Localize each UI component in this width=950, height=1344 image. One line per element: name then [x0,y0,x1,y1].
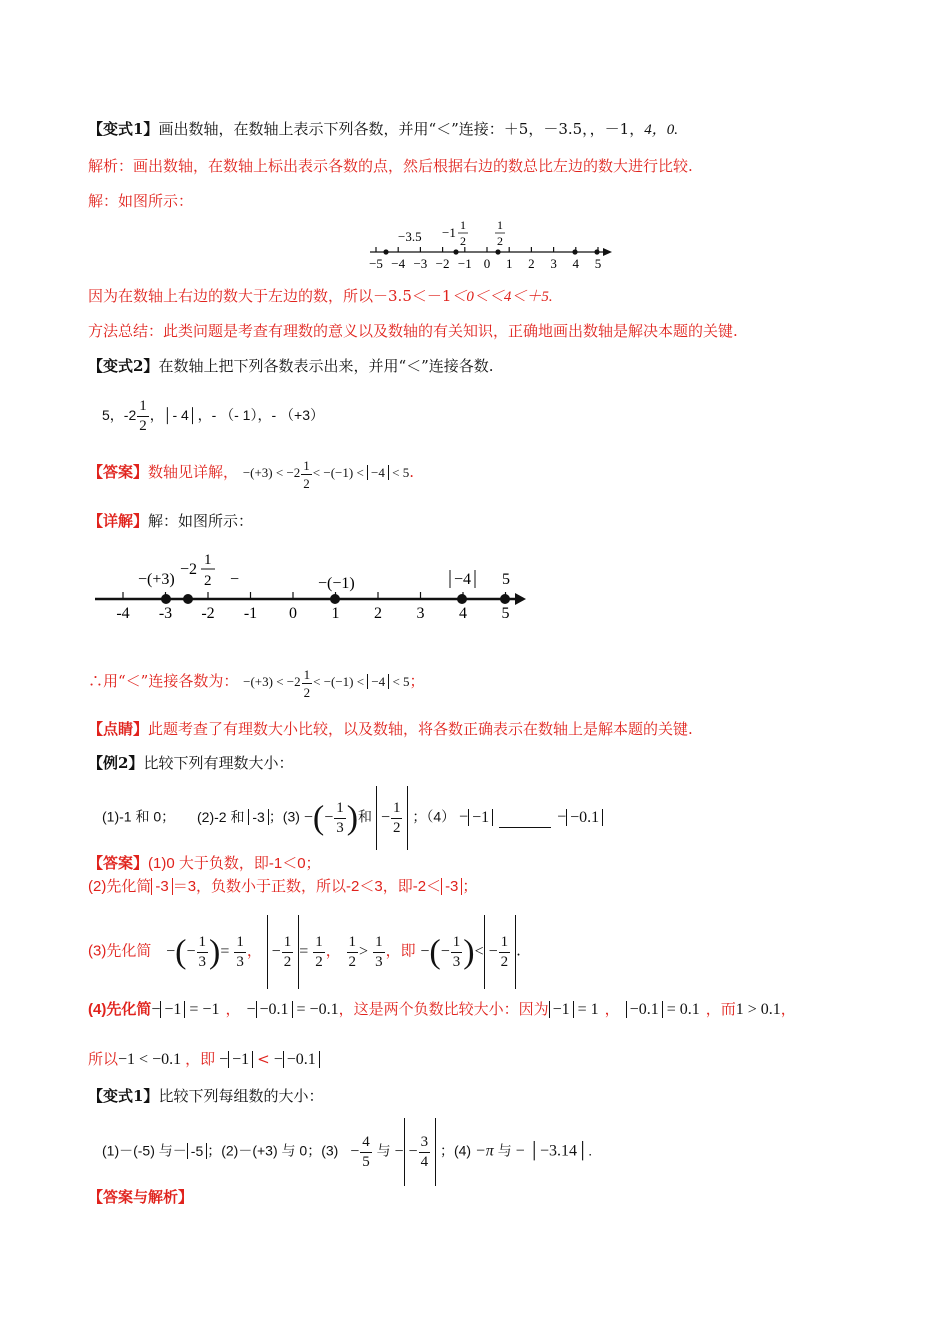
v2-tick-label: 5 [501,605,510,622]
v2-cm-3: < −(−1) < [313,674,365,689]
v2-tick-label: 3 [416,605,425,622]
ex2-q3-frac-b [391,801,403,836]
ex2-a3-e2-m: − [271,943,281,960]
v1-point-neg1p5 [453,249,458,254]
ex2-a3-e1-de2: 3 [236,953,244,970]
v3-q3b-frac [419,1135,431,1170]
ex2-a4-e2 [246,1001,338,1018]
ex2-a2-mid: ＝3，负数小于正数，所以-2＜3，即-2＜ [172,878,442,895]
v2-label-abs4: −4 [454,571,472,588]
ex2-a4-e1-eq: = −1 [189,1001,220,1018]
ex2-a4-e1-m: − [151,1001,161,1018]
v3-q4-expr: − │−3.14│ [515,1142,589,1160]
v2-answer-line [88,455,414,490]
v3-q4-and: 与 [497,1142,512,1159]
ex2-a3-e3-frac [347,935,359,970]
v2-cm-0: −(+3) < −2 [243,674,301,689]
ex2-q4-blank [499,827,551,828]
v2-num-frac [137,399,149,434]
ex2-a5-line [88,1044,320,1075]
v2-tick-label: -3 [158,605,173,622]
ex2-a5-e3-abs: −0.1 [283,1051,320,1068]
v3-q3b-nu: 3 [419,1135,431,1153]
ex2-q3-label: ；(3) [268,808,300,825]
v2-label-neg2-num: 1 [204,552,212,568]
ex2-a4-e3-abs: −1 [549,1001,574,1018]
ex2-a3-e2-abs [267,915,300,989]
v3-q1-abs: -5 [187,1143,207,1159]
v3-tag: 【变式1】 [88,1087,159,1105]
v1-tick-label: 2 [528,256,535,271]
v2-label-neg2: −2 [180,561,198,578]
ex2-a3-e4-frac2 [499,935,511,970]
v2-point-neg3 [161,594,171,604]
v2-tick-label: -1 [243,605,258,622]
ex2-a3-e4-nu: 1 [451,935,463,953]
ex2-a4-pre: (4)先化简 [88,1001,152,1018]
v2-am-nu: 1 [303,457,310,473]
v3-prompt-line [88,1085,323,1107]
v2-label-neg-plus3: −(+3) [138,571,175,588]
ex2-a4-e2-m: − [246,1001,256,1018]
v2-cm-abs: −4 [367,674,389,689]
ex2-a3-e1-frac [197,935,209,970]
ex2-tag: 【例2】 [88,754,144,772]
ex2-a4-line [88,994,796,1025]
v3-q3b-abs [404,1118,437,1186]
ex2-a3-end: . [516,941,521,960]
ex2-a3-e4-m3: − [488,943,498,960]
v3-q3-expr-b [394,1133,437,1170]
ex2-q4-b-minus: − [557,808,567,826]
v1-label-neg1-num: 1 [460,218,466,232]
ex2-a3-e3-de: 2 [348,953,357,970]
ex2-q3-expr-a: −(− $\frac{1}{3}$ ) [303,799,359,837]
ex2-a5-e2-m: − [219,1051,229,1068]
v2-am-3: < −(−1) < [312,465,364,480]
ex2-q3-fb-nu: 1 [391,801,403,819]
v2-label-neg-neg1: −(−1) [318,575,355,592]
ex2-a3-e4-m: − [420,942,430,960]
v2-num-d: - （+3） [271,407,324,423]
ex2-a4-e1 [151,1001,219,1018]
ex2-a3-c3: ，即 [385,941,416,960]
v2-am-frac [301,459,312,490]
ex2-q3-b-minus: − [380,809,390,826]
ex2-a2-pre: (2)先化简 [88,878,152,895]
v2-hint-tag: 【点睛】 [88,720,149,738]
v1-number-line [360,215,620,275]
v1-tick-label: −4 [391,256,406,271]
v3-prompt: 比较下列每组数的大小： [158,1087,324,1105]
ex2-a3-e1-de: 3 [198,953,207,970]
v2-point-1 [330,594,340,604]
v3-q4-neg-pi: −π [474,1142,494,1160]
ex2-a3-e3-nu2: 1 [373,935,385,953]
v2-label-neg2-den: 2 [204,573,212,589]
ex2-a4-e4 [626,1001,700,1018]
ex2-a3-e2-frac [282,935,294,970]
v1-label-neg3p5: −3.5 [398,229,422,244]
v1-solve: 解：如图所示： [88,192,194,210]
v1-because: 因为在数轴上右边的数大于左边的数，所以－3.5＜－1 [88,287,452,305]
v3-q4-label: ；(4) [439,1142,472,1159]
v2-prompt-line [88,355,494,377]
ex2-a2-abs: -3 [151,878,172,895]
v1-point-neg3p5 [383,249,388,254]
ex2-a5-lt: < [257,1050,270,1068]
ex2-q4-a-minus: − [459,808,469,826]
v1-tick-label: −5 [369,256,383,271]
v1-label-half-num: 1 [497,218,503,232]
ex2-a3-e4-m2: − [440,942,450,960]
ex2-a3-e3 [346,933,386,970]
ex2-a5-mid: ，即 [185,1050,216,1068]
ex2-q4-expr-b [557,809,603,826]
ex2-a3-e3-de2: 3 [375,953,383,970]
v1-label-neg1-den: 2 [460,234,466,248]
ex2-a3-e2-de: 2 [283,953,292,970]
ex2-q1: (1)-1 和 0； [102,808,176,825]
ex2-q4-label: ；（4） [412,808,456,825]
ex2-a4-because: ，这是两个负数比较大小：因为 [338,1000,549,1018]
ex2-a5-e3 [274,1051,320,1068]
ex2-a4-e4-eq: = 0.1 [666,1001,700,1018]
v2-detail-line [88,510,253,532]
ex2-a4-end: ， [780,1000,796,1018]
ex2-q3-frac-a [334,801,346,836]
v2-cm-end: ； [409,672,425,690]
v2-detail-text: 解：如图所示： [148,512,254,530]
ex2-a3-e4-nu2: 1 [499,935,511,953]
ex2-a4-e4-abs: −0.1 [626,1001,663,1018]
v3-q2: ；(2)－(+3) 与 0；(3) [207,1142,339,1159]
v2-tag: 【变式2】 [88,357,159,375]
ex2-a4-and: ，而 [705,1000,736,1018]
ex2-a4-e2-abs: −0.1 [256,1001,293,1018]
v2-detail-tag: 【详解】 [88,512,149,530]
ex2-a4-e1-abs: −1 [160,1001,185,1018]
v1-point-0p5 [495,249,500,254]
ex2-a3-e3-nu: 1 [347,935,359,953]
ex2-a1: (1)0 大于负数，即-1＜0； [148,855,321,872]
v3-q3-frac [360,1135,372,1170]
ex2-q3-fa-nu: 1 [334,801,346,819]
v2-tick-label: -2 [201,605,215,622]
v2-answer-text: 数轴见详解， [148,463,239,481]
v1-label-neg1: −1 [442,225,456,240]
ex2-a4-e3-eq: = 1 [577,1001,599,1018]
ex2-a4-e2-eq: = −0.1 [296,1001,339,1018]
ex2-a5-e3-m: − [273,1051,283,1068]
v2-am-end: . [409,463,414,481]
v1-summary: 方法总结：此类问题是考查有理数的意义以及数轴的有关知识，正确地画出数轴是解决本题的关键. [88,322,738,340]
ex2-q2: (2)-2 和 [197,808,245,825]
v2-hint-line [88,718,693,740]
v3-q3b-de: 4 [420,1153,429,1170]
v2-cm-de: 2 [303,684,311,700]
v2-point-4 [457,594,467,604]
v2-point-5 [500,594,510,604]
v2-conclude-math [243,666,410,700]
ex2-q4-b-abs: −0.1 [566,809,603,826]
ex2-a3-e3-frac2 [373,935,385,970]
v2-tick-label: -4 [116,605,130,622]
v2-am-de: 2 [303,475,310,491]
ex2-a3-e2-nu: 1 [282,935,294,953]
ex2-a3-e1-nu2: 1 [234,935,246,953]
v2-label-5: 5 [502,571,510,588]
ex2-a3-e2 [267,933,326,970]
v2-num-frac-nu: 1 [137,399,149,417]
ex2-a2-end: ； [462,878,478,895]
v2-cm-5: < 5 [392,674,410,689]
v3-q3-expr-a [350,1133,373,1170]
v2-hint-text: 此题考查了有理数大小比较，以及数轴，将各数正确表示在数轴上是解本题的关键. [148,720,693,738]
v3-q3-de: 5 [362,1153,370,1170]
v2-num-frac-de: 2 [139,417,147,434]
ex2-a4-e5: 1 > 0.1 [735,1001,781,1018]
v3-q4-end: . [588,1142,593,1159]
ex2-a3-e3-gt: > [359,942,373,960]
v3-q3b-minus-in: − [408,1143,418,1160]
ex2-prompt: 比较下列有理数大小： [143,754,294,772]
ex2-a3-e4-de2: 2 [500,953,509,970]
v1-tick-label: 1 [505,256,513,271]
ex2-prompt-line [88,752,293,774]
v3-q3-minus: − [350,1142,360,1160]
ex2-a5-e2 [219,1051,253,1068]
v1-label-half-den: 2 [497,234,503,248]
v1-because-italic: ＜0＜＜4＜＋5. [451,289,553,305]
v2-num-c: - （- 1）， [211,407,272,423]
v1-tick-label: 0 [483,256,491,271]
v2-tick-label: 1 [331,605,340,622]
v1-because-line [88,285,553,308]
v1-point-5 [594,249,599,254]
ex2-q3-minus: − [303,808,313,826]
ex2-a3-e4-de: 3 [452,953,461,970]
ex2-a3-e4-abs [484,915,517,989]
ex2-a4-e3 [549,1001,599,1018]
v1-tick-label: −2 [435,256,450,271]
v2-tick-label: 0 [289,605,297,622]
v2-am-0: −(+3) < −2 [242,465,301,480]
v1-prompt: 画出数轴，在数轴上表示下列各数，并用“＜”连接：＋5，－3.5，，－1， [158,120,645,138]
ex2-a3-e1-nu: 1 [197,935,209,953]
v2-prompt: 在数轴上把下列各数表示出来，并用“＜”连接各数. [158,357,494,375]
v3-q1: (1)－(-5) 与－ [102,1142,187,1159]
ex2-a3-pre: (3)先化简 [88,942,152,960]
ex2-a2-line [88,876,477,898]
ex2-q4-expr-a [459,809,493,826]
v1-prompt-italic: 4，0. [644,122,678,138]
ex2-a3-e4-lt: < [474,942,484,960]
ex2-a5-pre: 所以 [88,1050,119,1068]
v2-cm-nu: 1 [303,666,311,682]
ex2-a3-line [88,915,521,989]
ex2-a3-e2-de2: 2 [315,953,323,970]
v2-conclude: ∴用“＜”连接各数为： [88,672,239,690]
v1-tick-label: −1 [457,256,472,271]
ex2-answer-line [88,852,321,875]
ex2-q3-fb-de: 2 [392,819,401,836]
v2-cm-frac [302,668,313,699]
ex2-a3-e2-eq: = [299,942,313,960]
ex2-q3-minus-in: − [324,808,334,826]
v2-num-b: ，│- 4│， [149,407,212,423]
ex2-a2-abs2: -3 [441,878,462,895]
v1-analysis: 解析：画出数轴，在数轴上标出表示各数的点，然后根据右边的数总比左边的数大进行比较. [88,157,693,175]
v2-number-line [90,540,540,630]
v3-q3b-minus: − [394,1142,404,1160]
ex2-q3-fa-de: 3 [336,819,344,836]
ex2-a3-e1-eq: = [220,942,234,960]
v1-tick-label: −3 [413,256,428,271]
ex2-answer-tag: 【答案】 [88,854,149,872]
v2-label-dash: − [230,571,240,588]
v2-am-5: < 5 [392,465,410,480]
ex2-a3-e2-nu2: 1 [313,935,325,953]
v2-tick-label: 4 [459,605,467,622]
v3-q3-nu: 4 [360,1135,372,1153]
v2-conclude-line [88,664,425,699]
ex2-a3-e1-m2: − [186,942,196,960]
v2-am-abs: −4 [367,465,389,480]
ex2-a3-e4-frac [451,935,463,970]
v2-answer-math [242,457,410,491]
v2-answer-tag: 【答案】 [88,463,149,481]
ex2-a3-e1-frac2 [234,935,246,970]
v1-tick-label: 5 [594,256,602,271]
v1-tag: 【变式1】 [88,120,159,138]
ex2-a3-c2: ， [325,941,341,960]
ex2-q4-a-abs: −1 [468,809,493,826]
v3-questions [102,1118,592,1186]
v3-q3-and: 与 [376,1142,391,1159]
v1-tick-label: 3 [550,256,557,271]
v1-point-4 [572,249,577,254]
v1-prompt-line [88,118,678,141]
v2-tick-label: 2 [374,605,382,622]
ex2-a4-c2: ， [604,1000,620,1018]
ex2-q3-expr-b [376,786,409,850]
ex2-a3-e2-frac2 [313,935,325,970]
ex2-questions [102,786,603,850]
ex2-a3-e4: −(− $\frac{1}{3}$ )< − $\frac{1}{2}$ [420,943,516,960]
ex2-a5-e1: −1 < −0.1 [118,1051,182,1068]
ex2-a3-e1-m: − [166,942,176,960]
ex2-a3-c1: ， [246,941,262,960]
ex2-a4-c1: ， [225,1000,241,1018]
v3-answer-tag: 【答案与解析】 [88,1188,194,1206]
v2-point-neg2p5 [183,594,193,604]
v2-numbers [102,398,324,434]
v2-num-a: 5，-2 [102,407,137,423]
v1-tick-label: 4 [572,256,580,271]
ex2-q3-and: 和 [358,808,373,825]
ex2-q2-abs: -3 [248,809,268,825]
ex2-a5-e2-abs: −1 [228,1051,253,1068]
ex2-a3-e1: −(− $\frac{1}{3}$ )= $\frac{1}{3}$ [166,933,244,970]
